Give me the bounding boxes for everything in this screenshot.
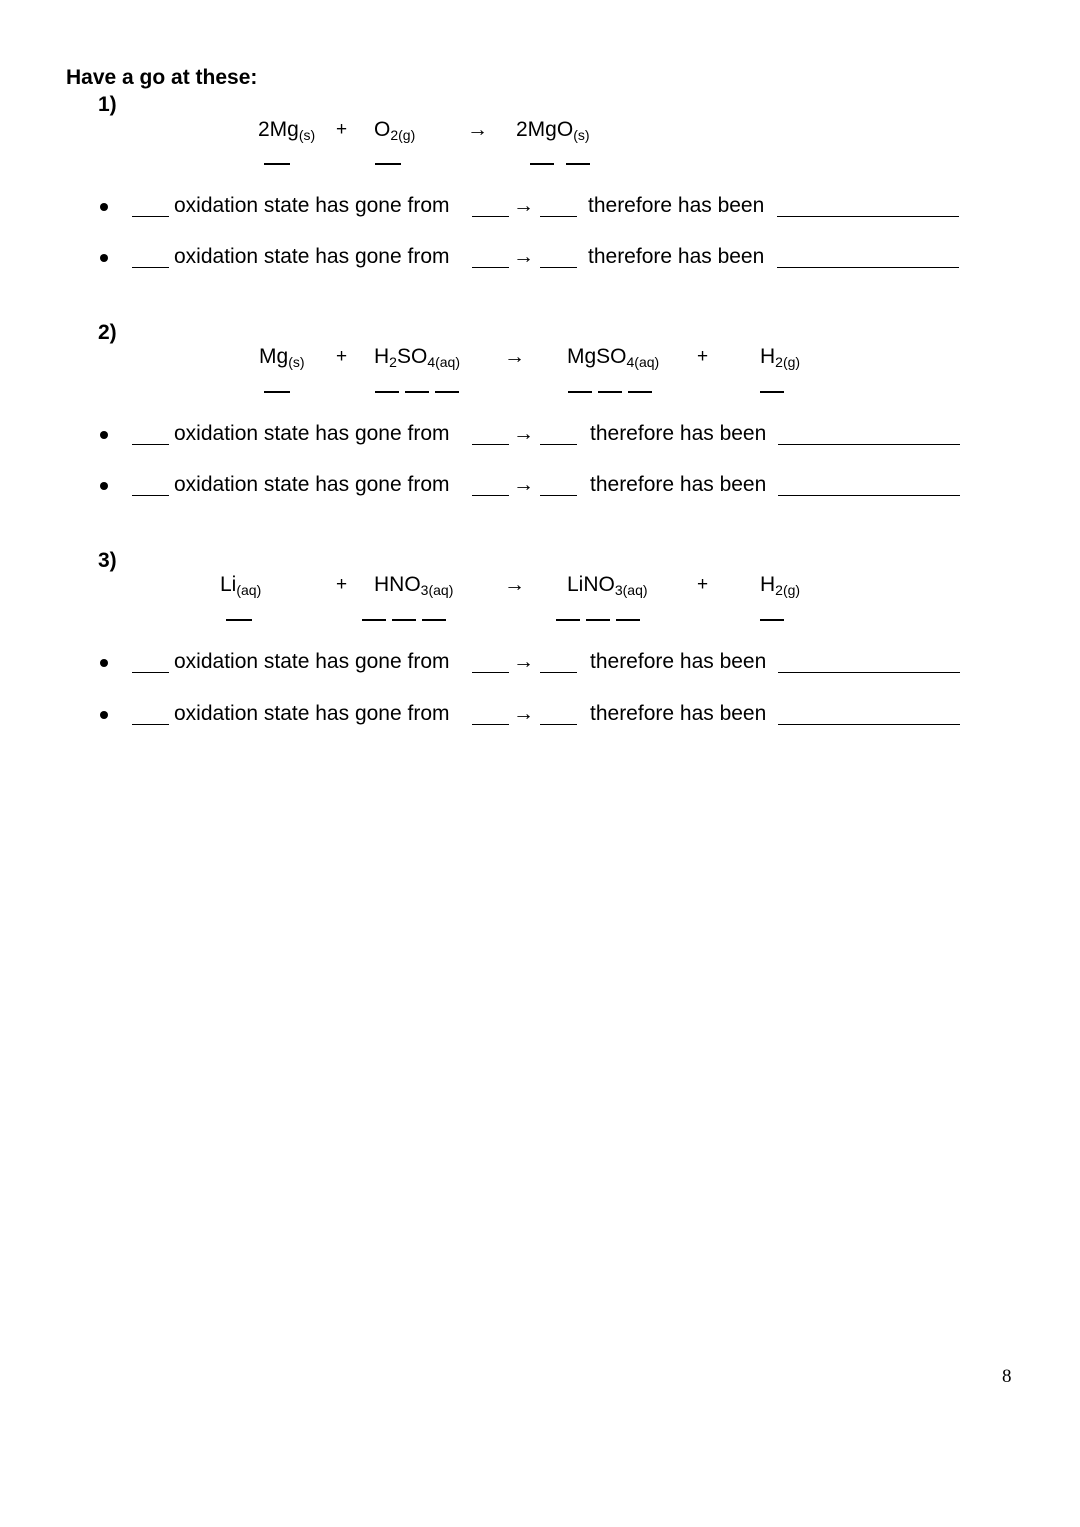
q3-reactant-li: $Li_{(aq)}$ xyxy=(220,573,262,598)
q1-reactant-mg: $2Mg_{(s)}$ xyxy=(258,118,316,143)
bullet xyxy=(100,254,108,262)
arrow-symbol: → xyxy=(513,650,534,673)
q3-reactant-hno3: $HNO_{3(aq)}$ xyxy=(374,573,454,598)
answer-blank-long[interactable] xyxy=(778,672,960,673)
q1-ox-blank-o[interactable] xyxy=(375,163,401,165)
q1-ox-blank-mg[interactable] xyxy=(264,163,290,165)
sentence-part1: oxidation state has gone from xyxy=(174,245,450,268)
q2-ox-blank-o[interactable] xyxy=(435,391,459,393)
answer-blank[interactable] xyxy=(540,495,577,496)
answer-blank[interactable] xyxy=(472,216,509,217)
sentence-part2: therefore has been xyxy=(588,194,765,217)
q2-ox-blank-product-h[interactable] xyxy=(760,391,784,393)
answer-blank-long[interactable] xyxy=(777,267,959,268)
q2-product-mgso4: MgSO$_{4(aq)}$ xyxy=(567,345,660,370)
question-number-2: 2) xyxy=(98,321,117,344)
bullet xyxy=(100,711,108,719)
sentence-part2: therefore has been xyxy=(590,702,767,725)
answer-blank-long[interactable] xyxy=(778,495,960,496)
q2-ox-blank-h[interactable] xyxy=(375,391,399,393)
bullet xyxy=(100,203,108,211)
q1-reaction-arrow: → xyxy=(467,118,488,141)
answer-blank[interactable] xyxy=(540,267,577,268)
q2-reactant-h2so4: $H_2SO_{4(aq)}$ xyxy=(374,345,460,370)
q3-product-h2: $H_{2(g)}$ xyxy=(760,573,801,598)
arrow-symbol: → xyxy=(513,422,534,445)
q3-plus-sign: + xyxy=(336,574,348,595)
answer-blank[interactable] xyxy=(132,444,169,445)
q3-ox-blank-li[interactable] xyxy=(226,619,252,621)
answer-blank[interactable] xyxy=(132,672,169,673)
answer-blank[interactable] xyxy=(132,216,169,217)
sentence-part2: therefore has been xyxy=(588,245,765,268)
q1-plus-sign: + xyxy=(336,119,348,140)
q3-reaction-arrow: → xyxy=(504,573,525,596)
q2-reactant-mg: $Mg_{(s)}$ xyxy=(259,345,305,370)
q2-plus-sign-product: + xyxy=(697,346,709,367)
q3-product-lino3: LiNO$_{3(aq)}$ xyxy=(567,573,648,598)
answer-blank[interactable] xyxy=(472,724,509,725)
sentence-part2: therefore has been xyxy=(590,422,767,445)
bullet xyxy=(100,659,108,667)
page-number: 8 xyxy=(1002,1366,1012,1387)
q1-ox-blank-product-mg[interactable] xyxy=(530,163,554,165)
question-number-3: 3) xyxy=(98,549,117,572)
question-number-1: 1) xyxy=(98,93,117,116)
arrow-symbol: → xyxy=(513,702,534,725)
q3-ox-blank-product-h[interactable] xyxy=(760,619,784,621)
q2-product-h2: $H_{2(g)}$ xyxy=(760,345,801,370)
answer-blank-long[interactable] xyxy=(778,444,960,445)
sentence-part1: oxidation state has gone from xyxy=(174,473,450,496)
answer-blank[interactable] xyxy=(540,724,577,725)
worksheet-heading: Have a go at these: xyxy=(66,66,258,89)
answer-blank[interactable] xyxy=(540,672,577,673)
q2-ox-blank-product-o[interactable] xyxy=(628,391,652,393)
q2-ox-blank-mg[interactable] xyxy=(264,391,290,393)
sentence-part1: oxidation state has gone from xyxy=(174,650,450,673)
q3-ox-blank-h[interactable] xyxy=(362,619,386,621)
arrow-symbol: → xyxy=(513,473,534,496)
q2-reaction-arrow: → xyxy=(504,345,525,368)
q1-reactant-o2: $O_{2(g)}$ xyxy=(374,118,416,143)
q2-ox-blank-product-s[interactable] xyxy=(598,391,622,393)
sentence-part1: oxidation state has gone from xyxy=(174,702,450,725)
q3-ox-blank-product-li[interactable] xyxy=(556,619,580,621)
answer-blank[interactable] xyxy=(132,724,169,725)
answer-blank[interactable] xyxy=(472,495,509,496)
answer-blank[interactable] xyxy=(540,216,577,217)
answer-blank[interactable] xyxy=(540,444,577,445)
answer-blank[interactable] xyxy=(472,444,509,445)
q3-ox-blank-product-o[interactable] xyxy=(616,619,640,621)
answer-blank[interactable] xyxy=(472,672,509,673)
answer-blank[interactable] xyxy=(472,267,509,268)
sentence-part1: oxidation state has gone from xyxy=(174,194,450,217)
q3-ox-blank-n[interactable] xyxy=(392,619,416,621)
arrow-symbol: → xyxy=(513,245,534,268)
q2-plus-sign: + xyxy=(336,346,348,367)
sentence-part1: oxidation state has gone from xyxy=(174,422,450,445)
answer-blank-long[interactable] xyxy=(778,724,960,725)
q1-ox-blank-product-o[interactable] xyxy=(566,163,590,165)
answer-blank[interactable] xyxy=(132,267,169,268)
bullet xyxy=(100,482,108,490)
q2-ox-blank-product-mg[interactable] xyxy=(568,391,592,393)
q1-product-mgo: 2MgO$_{(s)}$ xyxy=(516,118,590,143)
q3-ox-blank-o[interactable] xyxy=(422,619,446,621)
answer-blank-long[interactable] xyxy=(777,216,959,217)
q3-plus-sign-product: + xyxy=(697,574,709,595)
arrow-symbol: → xyxy=(513,194,534,217)
answer-blank[interactable] xyxy=(132,495,169,496)
sentence-part2: therefore has been xyxy=(590,473,767,496)
bullet xyxy=(100,431,108,439)
q2-ox-blank-s[interactable] xyxy=(405,391,429,393)
sentence-part2: therefore has been xyxy=(590,650,767,673)
q3-ox-blank-product-n[interactable] xyxy=(586,619,610,621)
